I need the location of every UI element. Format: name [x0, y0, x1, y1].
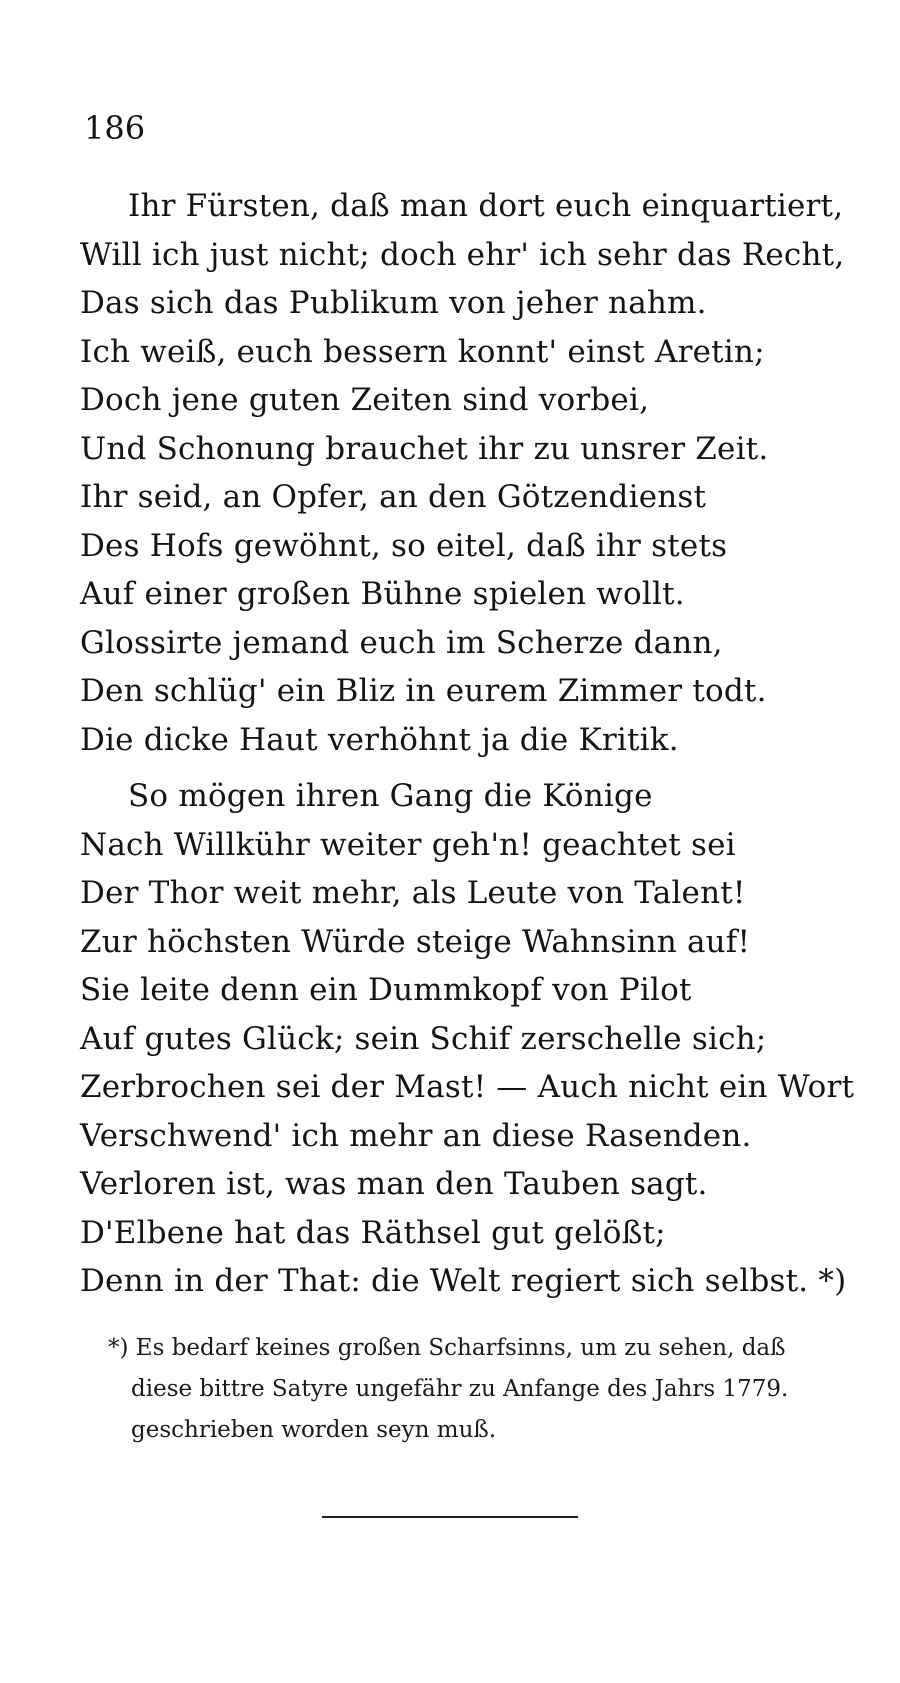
- verse-line: Glossirte jemand euch im Scherze dann,: [80, 624, 723, 661]
- stanza-1: [80, 182, 860, 764]
- end-rule: [322, 1516, 578, 1518]
- footnote: [108, 1328, 860, 1451]
- verse-line: Den schlüg' ein Bliz in eurem Zimmer todt.: [80, 673, 767, 709]
- footnote-line: *) Es bedarf keines großen Scharfsinns, um zu sehen, daß: [108, 1335, 786, 1361]
- footnote-line: diese bittre Satyre ungefähr zu Anfange des Jahrs 1779.: [131, 1376, 789, 1402]
- verse-line: Die dicke Haut verhöhnt ja die Kritik.: [80, 721, 679, 758]
- verse-line: Sie leite denn ein Dummkopf von Pilot: [80, 972, 692, 1008]
- verse-line: Das sich das Publikum von jeher nahm.: [80, 285, 707, 321]
- verse-line: Ihr seid, an Opfer, an den Götzendienst: [80, 479, 707, 515]
- verse-line: Verloren ist, was man den Tauben sagt.: [80, 1166, 708, 1202]
- verse-line: Will ich just nicht; doch ehr' ich sehr das Recht,: [80, 236, 845, 273]
- verse-line: So mögen ihren Gang die Könige: [128, 778, 653, 814]
- verse-line: Ich weiß, euch bessern konnt' einst Aretin;: [80, 333, 765, 370]
- page-number: 186: [84, 109, 146, 147]
- stanza-2: [80, 772, 860, 1306]
- footnote-line: geschrieben worden seyn muß.: [131, 1417, 497, 1443]
- verse-line: Und Schonung brauchet ihr zu unsrer Zeit.: [80, 430, 769, 467]
- verse-line: D'Elbene hat das Räthsel gut gelößt;: [80, 1214, 666, 1251]
- verse-line: Denn in der That: die Welt regiert sich selbst. *): [80, 1263, 847, 1299]
- verse-line: Verschwend' ich mehr an diese Rasenden.: [80, 1117, 752, 1154]
- verse-line: Ihr Fürsten, daß man dort euch einquartiert,: [128, 188, 844, 224]
- verse-line: Zur höchsten Würde steige Wahnsinn auf!: [80, 923, 751, 960]
- verse-line: Doch jene guten Zeiten sind vorbei,: [80, 382, 650, 418]
- verse-line: Des Hofs gewöhnt, so eitel, daß ihr stets: [80, 527, 728, 564]
- verse-line: Der Thor weit mehr, als Leute von Talent!: [80, 875, 746, 911]
- verse-line: Auf gutes Glück; sein Schif zerschelle sich;: [80, 1020, 767, 1057]
- verse-line: Auf einer großen Bühne spielen wollt.: [80, 576, 685, 612]
- verse-line: Zerbrochen sei der Mast! — Auch nicht ein Wort: [80, 1069, 855, 1105]
- verse-line: Nach Willkühr weiter geh'n! geachtet sei: [80, 826, 736, 863]
